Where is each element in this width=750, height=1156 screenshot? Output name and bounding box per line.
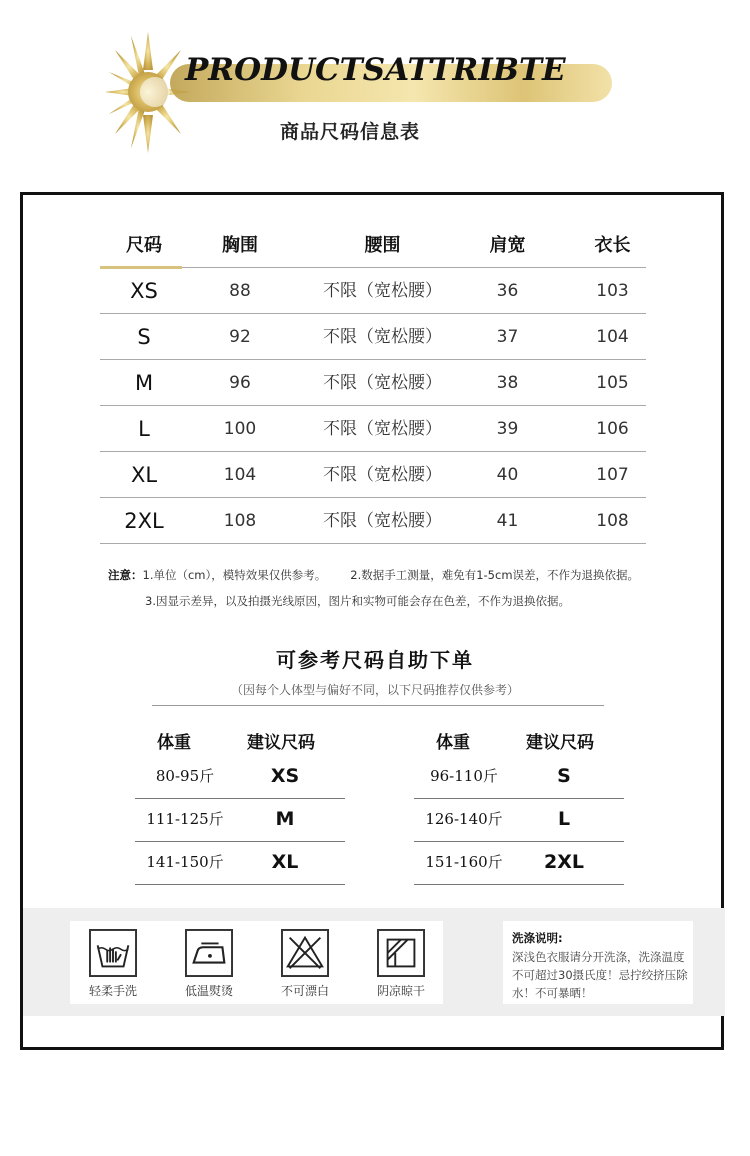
size-value: S [557, 765, 571, 787]
page-header [0, 0, 750, 190]
care-label: 低温熨烫 [184, 984, 233, 998]
chest-cell: 96 [229, 373, 251, 393]
length-cell: 108 [596, 511, 629, 531]
recommend-row [135, 842, 345, 885]
chest-cell: 92 [229, 327, 251, 347]
recommend-table-right [414, 728, 624, 885]
section-divider [152, 705, 604, 706]
care-label: 不可漂白 [280, 984, 329, 998]
note-2: 2.数据手工测量，难免有1-5cm误差，不作为退换依据。 [350, 568, 640, 582]
wash-instructions-panel [503, 921, 693, 1004]
wash-text: 深浅色衣服请分开洗涤，洗涤温度不可超过30摄氏度！忌拧绞挤压除水！不可暴晒！ [512, 950, 688, 1000]
length-cell: 104 [596, 327, 629, 347]
header-length: 衣长 [594, 235, 631, 256]
weight-value: 126-140斤 [425, 810, 503, 828]
size-value: XL [271, 851, 299, 873]
length-cell: 107 [596, 465, 629, 485]
shoulder-cell: 36 [496, 281, 519, 301]
waist-cell: 不限（宽松腰） [323, 373, 442, 393]
table-row [100, 314, 646, 360]
care-label: 轻柔手洗 [88, 984, 137, 998]
size-value: XS [270, 765, 300, 787]
table-row [100, 498, 646, 544]
size-cell: XS [130, 279, 158, 303]
shade-dry-icon [377, 929, 425, 977]
size-table-header [100, 226, 646, 268]
waist-cell: 不限（宽松腰） [323, 281, 442, 301]
recommend-row [135, 756, 345, 799]
waist-cell: 不限（宽松腰） [323, 511, 442, 531]
recommend-row [414, 799, 624, 842]
page-title-cn: 商品尺码信息表 [280, 121, 421, 143]
note-1: 1.单位（cm），模特效果仅供参考。 [142, 568, 327, 582]
size-table [100, 226, 646, 544]
wash-title: 洗涤说明: [512, 931, 563, 945]
care-item-low-iron [170, 929, 248, 999]
care-item-shade-dry [362, 929, 440, 999]
recommend-header [414, 728, 624, 756]
chest-cell: 108 [223, 511, 257, 531]
table-row [100, 268, 646, 314]
table-row [100, 406, 646, 452]
low-iron-icon [185, 929, 233, 977]
recommend-header [135, 728, 345, 756]
size-value: L [557, 808, 571, 830]
no-bleach-icon [281, 929, 329, 977]
notes-block [108, 562, 639, 614]
weight-value: 80-95斤 [155, 767, 215, 785]
shoulder-cell: 40 [496, 465, 519, 485]
header-shoulder: 肩宽 [489, 235, 526, 256]
weight-value: 96-110斤 [430, 767, 498, 785]
size-cell: 2XL [124, 509, 164, 533]
recommend-row [414, 756, 624, 799]
shoulder-cell: 39 [496, 419, 519, 439]
recommend-row [135, 799, 345, 842]
care-item-hand-wash [74, 929, 152, 999]
header-chest: 胸围 [222, 235, 258, 256]
length-cell: 103 [596, 281, 629, 301]
recommend-title: 可参考尺码自助下单 [276, 648, 474, 672]
note-3: 3.因显示差异，以及拍摄光线原因，图片和实物可能会存在色差，不作为退换依据。 [145, 594, 570, 608]
suggest-size-header: 建议尺码 [526, 733, 594, 753]
page-title-en: PRODUCTSATTRIBTE [185, 52, 566, 88]
shoulder-cell: 41 [496, 511, 519, 531]
weight-value: 141-150斤 [146, 853, 224, 871]
size-cell: L [138, 417, 150, 441]
notes-line-1 [108, 562, 639, 588]
recommend-row [414, 842, 624, 885]
weight-value: 151-160斤 [425, 853, 503, 871]
recommend-subtitle: （因每个人体型与偏好不同，以下尺码推荐仅供参考） [230, 683, 519, 697]
suggest-size-header: 建议尺码 [247, 733, 315, 753]
care-icons-panel [70, 921, 443, 1004]
size-cell: M [134, 371, 154, 395]
length-cell: 106 [596, 419, 629, 439]
shoulder-cell: 37 [496, 327, 519, 347]
care-item-no-bleach [266, 929, 344, 999]
size-value: 2XL [544, 851, 584, 873]
chest-cell: 104 [223, 465, 257, 485]
care-label: 阴凉晾干 [376, 984, 425, 998]
weight-value: 111-125斤 [146, 810, 224, 828]
recommend-table-left [135, 728, 345, 885]
header-waist: 腰围 [364, 235, 401, 256]
size-cell: XL [130, 463, 158, 487]
weight-header: 体重 [436, 733, 470, 753]
waist-cell: 不限（宽松腰） [323, 419, 442, 439]
size-value: M [275, 808, 295, 830]
length-cell: 105 [596, 373, 629, 393]
notes-label: 注意： [108, 568, 143, 582]
table-row [100, 360, 646, 406]
size-cell: S [137, 325, 151, 349]
waist-cell: 不限（宽松腰） [323, 465, 442, 485]
weight-header: 体重 [157, 733, 191, 753]
table-row [100, 452, 646, 498]
chest-cell: 88 [229, 281, 251, 301]
chest-cell: 100 [223, 419, 257, 439]
waist-cell: 不限（宽松腰） [323, 327, 442, 347]
hand-wash-icon [89, 929, 137, 977]
shoulder-cell: 38 [496, 373, 519, 393]
header-size: 尺码 [126, 235, 162, 256]
